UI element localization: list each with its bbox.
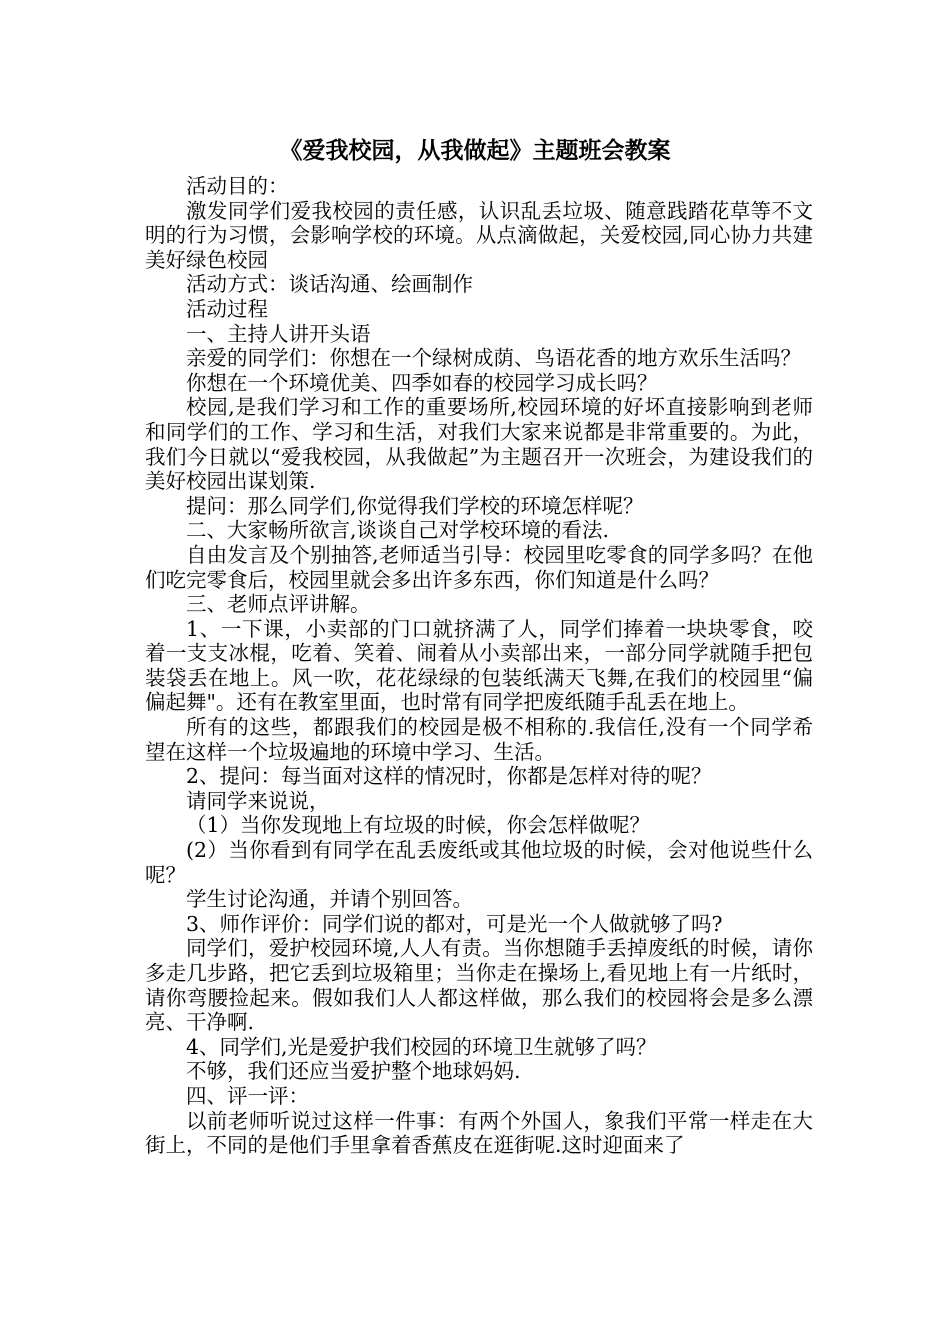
paragraph: 二、大家畅所欲言,谈谈自己对学校环境的看法. [186,518,610,543]
paragraph: 提问：那么同学们,你觉得我们学校的环境怎样呢？ [186,493,644,518]
paragraph: 请同学来说说， [186,788,330,813]
paragraph: 自由发言及个别抽答,老师适当引导：校园里吃零食的同学多吗？在他们吃完零食后，校园里就会多出许多东西，你们知道是什么吗？ [145,542,813,592]
paragraph: （1）当你发现地上有垃圾的时候，你会怎样做呢？ [186,813,651,838]
paragraph: 校园,是我们学习和工作的重要场所,校园环境的好坏直接影响到老师和同学们的工作、学习和生活，对我们大家来说都是非常重要的。为此，我们今日就以“爱我校园，从我做起”为主题召开一次班会，为建设我们的美好校园出谋划策. [145,395,813,494]
paragraph: 亲爱的同学们：你想在一个绿树成荫、鸟语花香的地方欢乐生活吗？ [186,346,801,371]
paragraph: 同学们，爱护校园环境,人人有责。当你想随手丢掉废纸的时候，请你多走几步路，把它丢到垃圾箱里；当你走在操场上,看见地上有一片纸时，请你弯腰捡起来。假如我们人人都这样做，那么我们的校园将会是多么漂亮、干净啊. [145,936,813,1035]
document-title: 《爱我校园，从我做起》主题班会教案 [279,138,671,164]
document-body [145,174,813,1158]
paragraph: 你想在一个环境优美、四季如春的校园学习成长吗？ [186,370,658,395]
paragraph: 1、一下课，小卖部的门口就挤满了人，同学们捧着一块块零食，咬着一支支冰棍，吃着、笑着、闹着从小卖部出来，一部分同学就随手把包装袋丢在地上。风一吹，花花绿绿的包装纸满天飞舞,在我们的校园里“偏偏起舞"。还有在教室里面，也时常有同学把废纸随手乱丢在地上。 [145,616,813,715]
paragraph: 三、老师点评讲解。 [186,592,371,617]
paragraph: (2）当你看到有同学在乱丢废纸或其他垃圾的时候，会对他说些什么呢？ [145,838,813,887]
paragraph: 学生讨论沟通，并请个别回答。 [186,887,473,912]
paragraph: 活动方式：谈话沟通、绘画制作 [186,272,473,297]
paragraph: 所有的这些，都跟我们的校园是极不相称的.我信任,没有一个同学希望在这样一个垃圾遍地的环境中学习、生活。 [145,715,813,764]
paragraph: 2、提问：每当面对这样的情况时，你都是怎样对待的呢？ [186,764,712,789]
paragraph: 4、同学们,光是爱护我们校园的环境卫生就够了吗？ [186,1034,657,1059]
paragraph: 3、师作评价：同学们说的都对，可是光一个人做就够了吗? [186,911,723,936]
paragraph: 以前老师听说过这样一件事：有两个外国人，象我们平常一样走在大街上，不同的是他们手里拿着香蕉皮在逛街呢.这时迎面来了 [145,1108,813,1158]
paragraph: 活动目的： [186,174,289,198]
paragraph: 一、主持人讲开头语 [186,321,371,346]
paragraph: 活动过程 [186,296,268,321]
paragraph: 激发同学们爱我校园的责任感，认识乱丢垃圾、随意践踏花草等不文明的行为习惯，会影响学校的环境。从点滴做起，关爱校园,同心协力共建美好绿色校园 [145,198,813,272]
paragraph: 四、评一评： [186,1083,309,1108]
paragraph: 不够，我们还应当爱护整个地球妈妈. [186,1059,521,1084]
